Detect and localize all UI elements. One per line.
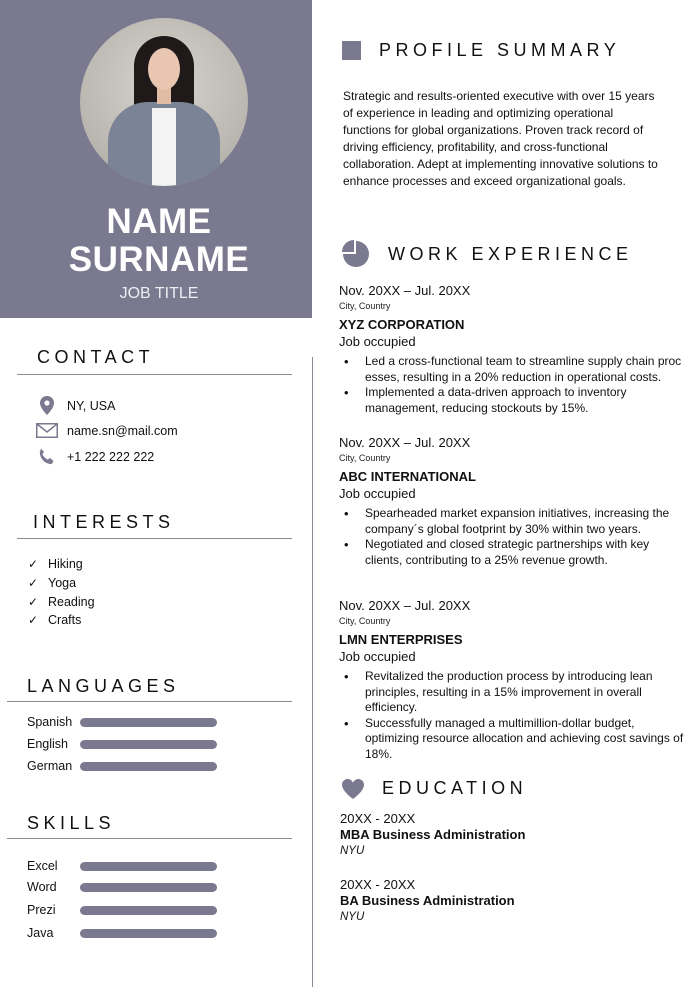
education-years: 20XX - 20XX: [340, 877, 416, 892]
column-divider: [312, 357, 313, 987]
skill-row: [27, 926, 217, 940]
skill-level-bar: [80, 906, 217, 915]
skill-level-bar: [80, 862, 217, 871]
skill-name: Excel: [27, 859, 58, 873]
job-company: XYZ CORPORATION: [339, 317, 465, 332]
envelope-icon: [34, 423, 60, 438]
checkmark-icon: ✓: [28, 613, 39, 627]
interest-item: [28, 557, 83, 571]
phone-icon: [34, 447, 60, 467]
profile-summary-text: Strategic and results-oriented executive with over 15 years of experience in leading and optimizing operational functions for global organizations. Proven track record of driving efficiency, profitability, and cross-functional collaboration. Adept at implementing innovative solutions to enhance processes and exceed organizational goals.: [343, 89, 658, 188]
education-degree: BA Business Administration: [340, 893, 515, 908]
job-bullet: • Revitalized the production process by introducing lean principles, resulting in a 15% improvement in overall efficiency.: [339, 669, 689, 716]
skill-row: [27, 903, 217, 917]
job-bullets: [339, 506, 689, 568]
job-dates: Nov. 20XX – Jul. 20XX: [339, 598, 471, 613]
language-name: Spanish: [27, 715, 73, 729]
job-dates: Nov. 20XX – Jul. 20XX: [339, 283, 471, 298]
work-experience-heading: WORK EXPERIENCE: [388, 243, 633, 264]
education-school: NYU: [340, 911, 365, 923]
checkmark-icon: ✓: [28, 557, 39, 571]
profile-photo: [80, 18, 248, 186]
skill-name: Java: [27, 926, 54, 940]
education-heading: EDUCATION: [382, 778, 528, 798]
job-bullets: [339, 669, 689, 762]
profile-summary-heading: PROFILE SUMMARY: [379, 40, 621, 60]
contact-email-text[interactable]: name.sn@mail.com: [67, 423, 178, 438]
interest-item: [28, 595, 95, 609]
skill-row: [27, 859, 217, 873]
job-bullet: • Negotiated and closed strategic partnerships with key clients, contributing to a 25% revenue growth.: [339, 537, 689, 568]
checkmark-icon: ✓: [28, 576, 39, 590]
job-title: JOB TITLE: [119, 285, 199, 302]
interests-divider: [17, 538, 292, 539]
job-role: Job occupied: [339, 334, 416, 349]
job-location: City, Country: [339, 453, 391, 463]
skill-level-bar: [80, 883, 217, 892]
education-years: 20XX - 20XX: [340, 811, 416, 826]
name-second-line: SURNAME: [68, 240, 250, 279]
education-entry: [340, 810, 525, 859]
languages-divider: [7, 701, 292, 702]
job-location: City, Country: [339, 616, 391, 626]
pie-chart-icon: [342, 240, 370, 268]
name-first-line: NAME: [106, 202, 212, 241]
full-name: [0, 203, 318, 279]
job-dates: Nov. 20XX – Jul. 20XX: [339, 435, 471, 450]
language-level-bar: [80, 718, 217, 727]
job-entry: [339, 434, 689, 568]
job-entry: [339, 282, 689, 416]
square-icon: [342, 41, 361, 60]
checkmark-icon: ✓: [28, 595, 39, 609]
language-name: German: [27, 759, 73, 773]
language-level-bar: [80, 740, 217, 749]
profile-summary-header: [342, 40, 620, 61]
contact-divider: [17, 374, 292, 375]
interest-item: [28, 613, 81, 627]
job-bullet: • Implemented a data-driven approach to inventory management, reducing stockouts by 15%.: [339, 385, 689, 416]
location-pin-icon: [34, 396, 60, 415]
interest-label: Yoga: [48, 576, 77, 590]
job-bullet: • Led a cross-functional team to streamline supply chain proc esses, resulting in a 20% reduction in operational costs.: [339, 354, 689, 385]
job-company: LMN ENTERPRISES: [339, 632, 463, 647]
work-experience-header: [342, 240, 633, 268]
education-school: NYU: [340, 845, 365, 857]
contact-email: [34, 423, 178, 438]
skills-divider: [7, 838, 292, 839]
job-bullet: • Successfully managed a multimillion-dollar budget, optimizing resource allocation and achieving cost savings of 18%.: [339, 716, 689, 763]
language-name: English: [27, 737, 68, 751]
job-bullet: • Spearheaded market expansion initiatives, increasing the company´s global footprint by 30% within two years.: [339, 506, 689, 537]
job-entry: [339, 597, 689, 762]
skills-heading: SKILLS: [27, 813, 116, 833]
job-bullets: [339, 354, 689, 416]
interest-label: Reading: [48, 595, 95, 609]
heart-icon: [342, 779, 364, 799]
education-header: [342, 778, 527, 799]
language-row: [27, 715, 217, 729]
languages-heading: LANGUAGES: [27, 676, 180, 696]
education-degree: MBA Business Administration: [340, 827, 526, 842]
contact-location: [34, 396, 115, 415]
contact-location-text: NY, USA: [67, 398, 116, 413]
job-role: Job occupied: [339, 649, 416, 664]
language-row: [27, 759, 217, 773]
interests-heading: INTERESTS: [33, 512, 175, 532]
language-level-bar: [80, 762, 217, 771]
skill-row: [27, 880, 217, 894]
contact-phone: [34, 447, 154, 467]
contact-phone-text: +1 222 222 222: [67, 450, 155, 464]
education-entry: [340, 876, 515, 925]
job-location: City, Country: [339, 301, 391, 311]
interest-label: Crafts: [48, 613, 82, 627]
skill-name: Prezi: [27, 903, 56, 917]
skill-name: Word: [27, 880, 57, 894]
job-role: Job occupied: [339, 486, 416, 501]
skill-level-bar: [80, 929, 217, 938]
interest-item: [28, 576, 76, 590]
job-company: ABC INTERNATIONAL: [339, 469, 476, 484]
interest-label: Hiking: [48, 557, 83, 571]
language-row: [27, 737, 217, 751]
contact-heading: CONTACT: [37, 347, 155, 367]
